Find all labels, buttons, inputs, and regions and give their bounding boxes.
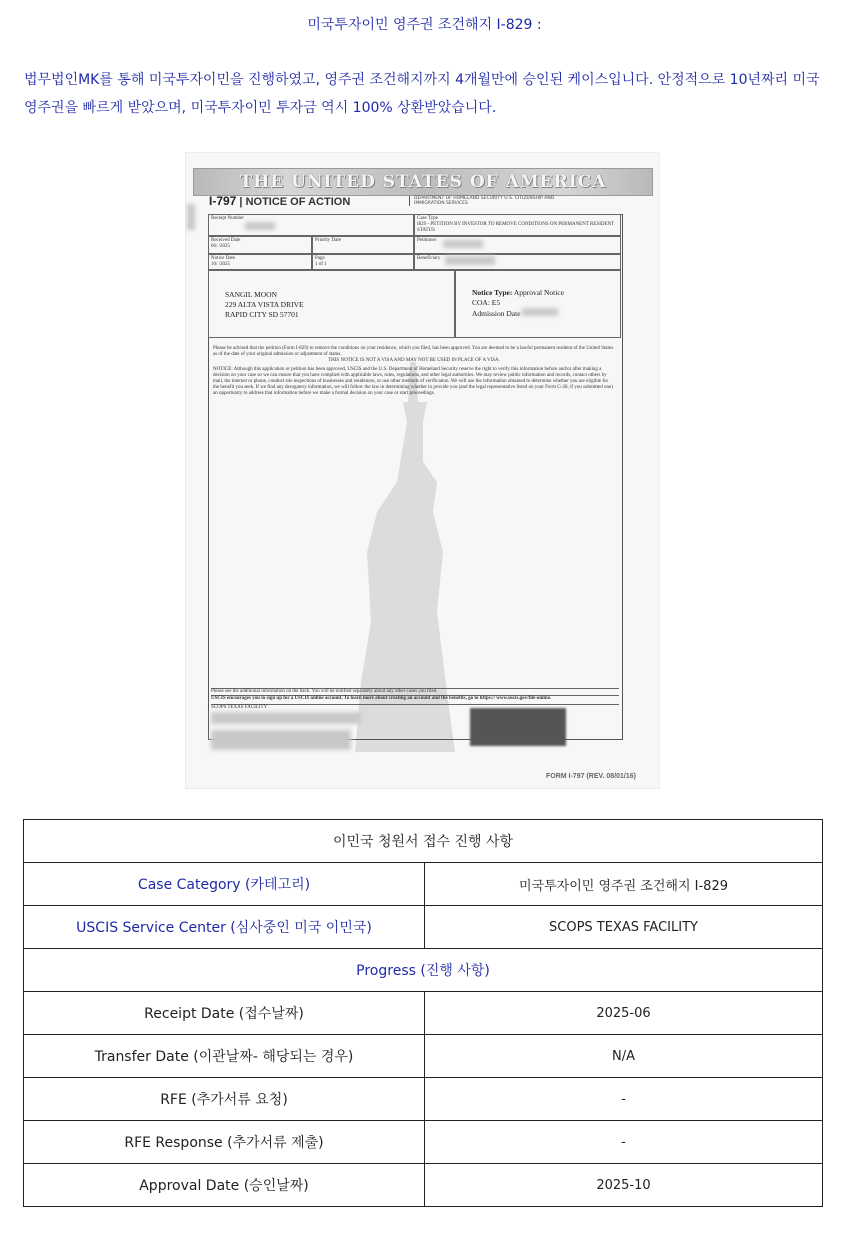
row-value: - — [425, 1121, 823, 1164]
intro-paragraph: 법무법인MK를 통해 미국투자이민을 진행하였고, 영주권 조건해지까지 4개월만에 승인된 케이스입니다. 안정적으로 10년짜리 미국 영주권을 빠르게 받았으며, 미국투자이민 투자금 역시 100% 상환받았습니다. — [24, 72, 820, 116]
form-header: I-797 | NOTICE OF ACTION — [209, 194, 351, 208]
redaction-barcode — [470, 708, 566, 746]
notice-type: Notice Type: Approval Notice COA: E5 Admission Date — [472, 288, 565, 318]
table-row — [24, 1121, 823, 1164]
row-label: Approval Date (승인날짜) — [24, 1164, 425, 1207]
table-header: 이민국 청원서 접수 진행 사항 — [24, 820, 823, 863]
row-value: 2025-10 — [425, 1164, 823, 1207]
table-row — [24, 863, 823, 906]
redaction — [211, 712, 361, 724]
progress-header: Progress (진행 사항) — [24, 949, 823, 992]
receipt-number-cell: Receipt Number — [208, 214, 414, 236]
row-value: - — [425, 1078, 823, 1121]
table-row — [24, 992, 823, 1035]
department-label: DEPARTMENT OF HOMELAND SECURITY U.S. CITIZENSHIP AND IMMIGRATION SERVICES — [409, 196, 564, 206]
case-type-cell: Case Type I829 - PETITION BY INVESTOR TO REMOVE CONDITIONS ON PERMANENT RESIDENT STATUS — [414, 214, 621, 236]
row-label: Receipt Date (접수날짜) — [24, 992, 425, 1035]
table-row — [24, 906, 823, 949]
page-cell: Page 1 of 1 — [312, 254, 414, 270]
i797-notice-image — [185, 152, 660, 789]
table-row — [24, 1078, 823, 1121]
row-label: USCIS Service Center (심사중인 미국 이민국) — [24, 906, 425, 949]
notice-date-cell: Notice Date 10/ /2025 — [208, 254, 312, 270]
redaction — [211, 730, 351, 750]
row-label: Transfer Date (이관날짜- 해당되는 경우) — [24, 1035, 425, 1078]
row-value: 2025-06 — [425, 992, 823, 1035]
redaction — [187, 204, 195, 230]
redaction — [445, 256, 495, 265]
mailing-address: SANGIL MOON 229 ALTA VISTA DRIVE RAPID CITY SD 57701 — [225, 290, 304, 319]
received-date-cell: Received Date 06/ /2025 — [208, 236, 312, 254]
table-row — [24, 1035, 823, 1078]
priority-date-cell: Priority Date — [312, 236, 414, 254]
row-value: N/A — [425, 1035, 823, 1078]
row-value: SCOPS TEXAS FACILITY — [425, 906, 823, 949]
row-value: 미국투자이민 영주권 조건해지 I-829 — [425, 863, 823, 906]
petition-progress-table — [23, 819, 823, 1207]
page-title: 미국투자이민 영주권 조건해지 I-829 : — [307, 17, 542, 33]
document-banner: THE UNITED STATES OF AMERICA — [193, 168, 653, 196]
document-footer: Please see the additional information on the back. You will be notified separately about any other cases you filed. USCIS encourages you to sign up for a USCIS online account. To learn more about creating an account and the benefits, go to https:// www.uscis.gov/file-online. SCOPS TEXAS FACILITY — [211, 688, 619, 711]
row-label: RFE Response (추가서류 제출) — [24, 1121, 425, 1164]
redaction — [443, 240, 483, 248]
beneficiary-cell: Beneficiary — [414, 254, 621, 270]
redaction — [245, 222, 275, 230]
petitioner-cell: Petitioner — [414, 236, 621, 254]
table-row — [24, 1164, 823, 1207]
approval-text: Please be advised that the petition (Form I-829) to remove the conditions on your residence, which you filed, has been approved. You are deemed to be a lawful permanent resident of the United States as of the date of your original admission or adjustment of status. THIS NOTICE IS NOT A VISA AND MAY NOT BE USED IN PLACE OF A VISA. NOTICE: Although this application or petition has been approved, USCIS and the U.S. Department of Homeland Security reserve the right to verify this information before and/or after making a decision on your case so we can ensure that you have complied with applicable laws, rules, regulations, and other legal authorities. We may review public information and records, contact others by mail, the internet or phone, conduct site inspections of businesses and residences, or use other methods of verification. We will use the information obtained to determine whether you are eligible for the benefit you seek. If we find any derogatory information, we will follow the law in determining whether to provide you (and the legal representative listed on your Form G-28, if you submitted one) an opportunity to address that information before we make a formal decision on your case or start proceedings. — [213, 346, 614, 396]
row-label: Case Category (카테고리) — [24, 863, 425, 906]
row-label: RFE (추가서류 요청) — [24, 1078, 425, 1121]
form-revision: FORM I-797 (REV. 08/01/16) — [545, 773, 636, 780]
